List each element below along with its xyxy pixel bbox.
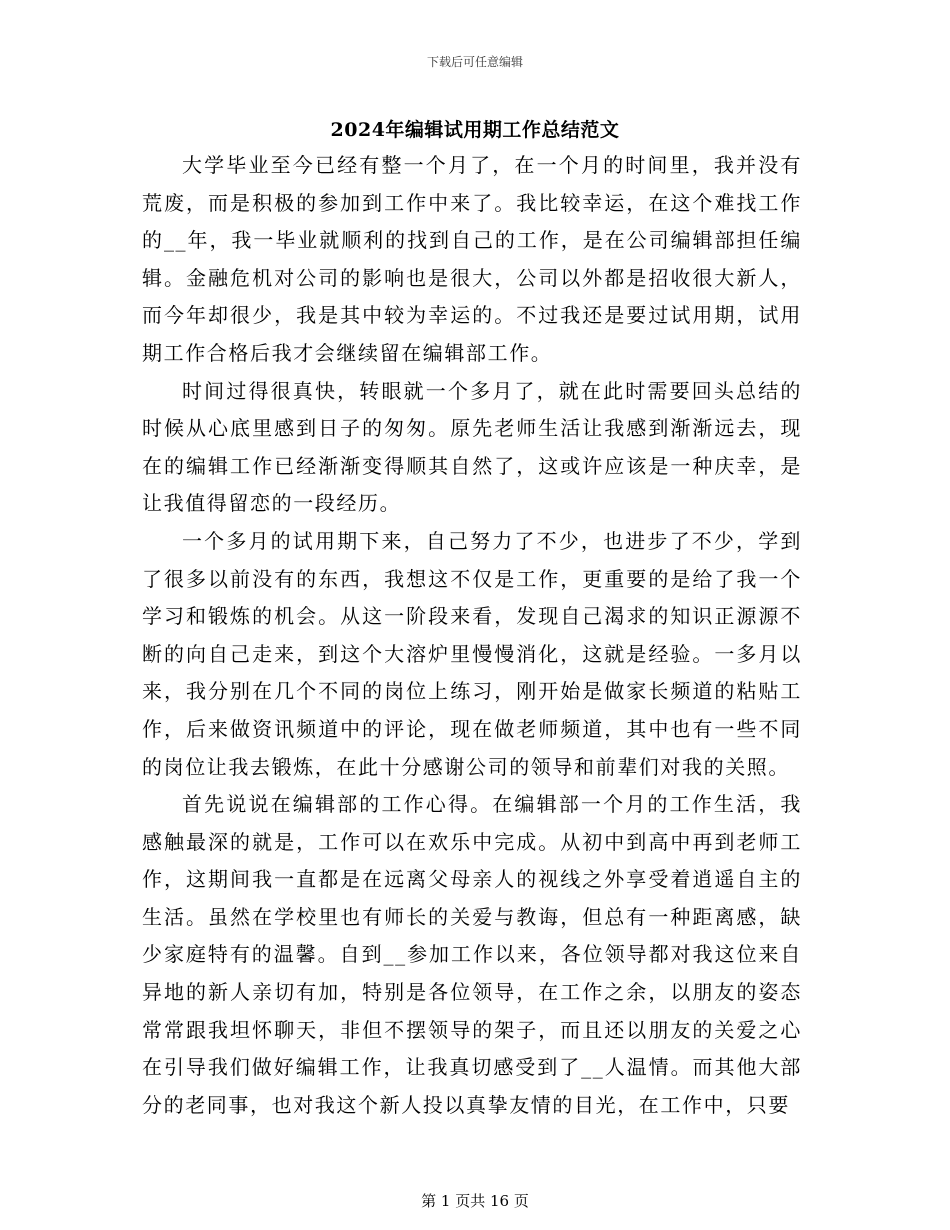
paragraph-2: 时间过得很真快，转眼就一个多月了，就在此时需要回头总结的时候从心底里感到日子的匆匆。原先老师生活让我感到渐渐远去，现在的编辑工作已经渐渐变得顺其自然了，这或许应该是一种庆幸，是让我值得留恋的一段经历。 bbox=[142, 378, 802, 516]
document-body bbox=[142, 147, 802, 1124]
page-footer: 第 1 页共 16 页 bbox=[421, 1192, 529, 1210]
paragraph-1: 大学毕业至今已经有整一个月了，在一个月的时间里，我并没有荒废，而是积极的参加到工作中来了。我比较幸运，在这个难找工作的__年，我一毕业就顺利的找到自己的工作，是在公司编辑部担任编辑。金融危机对公司的影响也是很大，公司以外都是招收很大新人，而今年却很少，我是其中较为幸运的。不过我还是要过试用期，试用期工作合格后我才会继续留在编辑部工作。 bbox=[142, 153, 802, 365]
paragraph-4: 首先说说在编辑部的工作心得。在编辑部一个月的工作生活，我感触最深的就是，工作可以在欢乐中完成。从初中到高中再到老师工作，这期间我一直都是在远离父母亲人的视线之外享受着逍遥自主的生活。虽然在学校里也有师长的关爱与教诲，但总有一种距离感，缺少家庭特有的温馨。自到__参加工作以来，各位领导都对我这位来自异地的新人亲切有加，特别是各位领导，在工作之余，以朋友的姿态常常跟我坦怀聊天，非但不摆领导的架子，而且还以朋友的关爱之心在引导我们做好编辑工作，让我真切感受到了__人温情。而其他大部分的老同事，也对我这个新人投以真挚友情的目光，在工作中，只要 bbox=[142, 792, 802, 1117]
page-header: 下载后可任意编辑 bbox=[426, 55, 523, 69]
paragraph-3: 一个多月的试用期下来，自己努力了不少，也进步了不少，学到了很多以前没有的东西，我想这不仅是工作，更重要的是给了我一个学习和锻炼的机会。从这一阶段来看，发现自己渴求的知识正源源不断的向自己走来，到这个大溶炉里慢慢消化，这就是经验。一多月以来，我分别在几个不同的岗位上练习，刚开始是做家长频道的粘贴工作，后来做资讯频道中的评论，现在做老师频道，其中也有一些不同的岗位让我去锻炼，在此十分感谢公司的领导和前辈们对我的关照。 bbox=[142, 528, 802, 779]
document-title: 2024年编辑试用期工作总结范文 bbox=[330, 119, 620, 141]
